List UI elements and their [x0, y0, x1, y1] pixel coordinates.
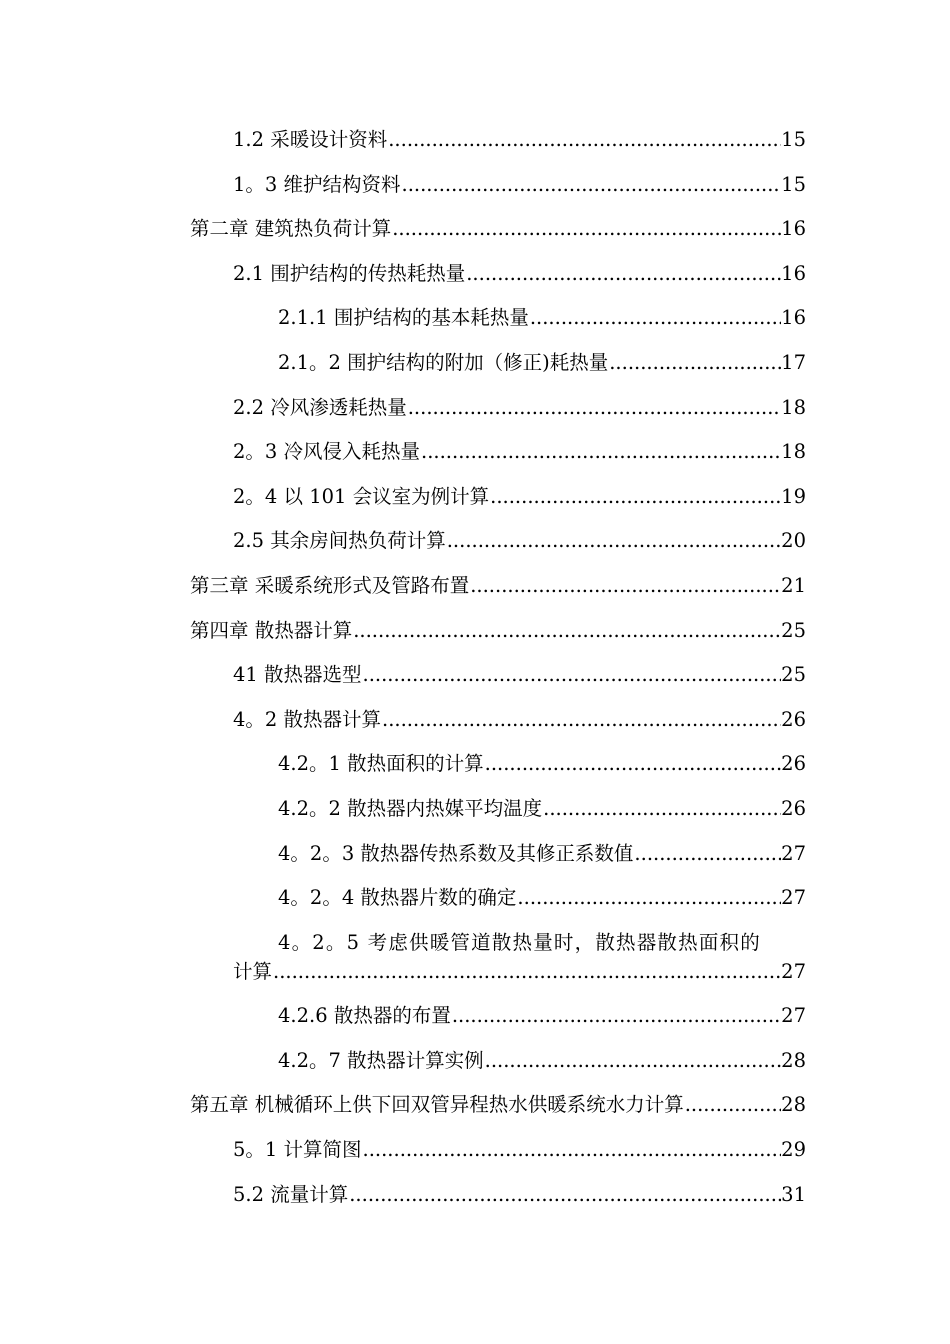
toc-dot-leader — [447, 519, 781, 564]
toc-dot-leader — [485, 742, 782, 787]
toc-page-number: 15 — [781, 128, 806, 151]
toc-dot-leader — [273, 957, 781, 986]
toc-entry-title: 5.2 流量计算 — [233, 1182, 349, 1206]
toc-entry-title: 2.1 围护结构的传热耗热量 — [233, 261, 466, 285]
toc-entry-title: 第三章 采暖系统形式及管路布置 — [190, 573, 470, 597]
toc-page-number: 17 — [781, 350, 806, 374]
toc-entry-title: 5。1 计算简图 — [233, 1138, 362, 1162]
toc-entry-wrapped[interactable] — [190, 921, 806, 995]
toc-entry-title-line1: 4。2。5 考虑供暖管道散热量时，散热器散热面积的 — [278, 930, 761, 954]
toc-page-number: 29 — [781, 1138, 806, 1162]
toc-dot-leader — [470, 564, 781, 609]
toc-dot-leader — [466, 252, 781, 297]
toc-entry-title: 2.2 冷风渗透耗热量 — [233, 395, 407, 419]
toc-entry-title: 4.2.6 散热器的布置 — [278, 1004, 451, 1028]
toc-dot-leader — [609, 341, 781, 386]
toc-page-number: 27 — [781, 886, 806, 910]
toc-entry-title: 4。2。3 散热器传热系数及其修正系数值 — [278, 841, 634, 865]
toc-dot-leader — [349, 1173, 781, 1218]
toc-entry[interactable] — [190, 386, 806, 431]
toc-dot-leader — [392, 207, 781, 252]
toc-page-number: 21 — [781, 573, 806, 597]
toc-dot-leader — [402, 163, 782, 208]
toc-entry-title: 2。3 冷风侵入耗热量 — [233, 440, 421, 464]
toc-entry-title: 2.1。2 围护结构的附加（修正)耗热量 — [278, 350, 609, 374]
toc-entry[interactable] — [190, 341, 806, 386]
toc-page-number: 31 — [781, 1182, 806, 1206]
toc-entry-title: 4。2 散热器计算 — [233, 707, 382, 731]
table-of-contents — [190, 118, 806, 1217]
toc-dot-leader — [685, 1083, 781, 1128]
toc-dot-leader — [382, 698, 781, 743]
toc-entry[interactable] — [190, 653, 806, 698]
toc-entry[interactable] — [190, 475, 806, 520]
toc-dot-leader — [353, 609, 781, 654]
toc-page-number: 20 — [781, 529, 806, 553]
toc-entry-title: 第四章 散热器计算 — [190, 618, 353, 642]
toc-page-number: 15 — [781, 172, 806, 196]
toc-entry-title: 4.2。2 散热器内热媒平均温度 — [278, 796, 543, 820]
toc-entry-title: 1.2 采暖设计资料 — [233, 128, 388, 151]
toc-page-number: 27 — [781, 841, 806, 865]
toc-dot-leader — [408, 386, 781, 431]
toc-page-number: 27 — [781, 959, 806, 983]
toc-entry-title: 2.5 其余房间热负荷计算 — [233, 529, 446, 553]
toc-page-number: 16 — [781, 217, 806, 241]
toc-dot-leader — [490, 475, 781, 520]
toc-entry-title: 2。4 以 101 会议室为例计算 — [233, 484, 490, 508]
toc-entry-title: 第五章 机械循环上供下回双管异程热水供暖系统水力计算 — [190, 1093, 684, 1117]
toc-page-number: 25 — [781, 663, 806, 687]
toc-page-number: 18 — [781, 440, 806, 464]
toc-dot-leader — [363, 653, 782, 698]
toc-entry[interactable] — [190, 519, 806, 564]
toc-entry-title-line2: 计算 — [233, 959, 273, 983]
toc-entry[interactable] — [190, 1128, 806, 1173]
toc-page-number: 27 — [781, 1004, 806, 1028]
toc-page-number: 26 — [781, 796, 806, 820]
toc-dot-leader — [363, 1128, 782, 1173]
toc-entry[interactable] — [190, 430, 806, 475]
toc-entry[interactable] — [190, 1039, 806, 1084]
toc-entry[interactable] — [190, 296, 806, 341]
toc-entry[interactable] — [190, 252, 806, 297]
toc-entry[interactable] — [190, 698, 806, 743]
toc-entry[interactable] — [190, 564, 806, 609]
toc-entry-title: 4.2。1 散热面积的计算 — [278, 752, 484, 776]
toc-dot-leader — [543, 787, 781, 832]
toc-entry-line2 — [190, 957, 806, 986]
toc-dot-leader — [634, 832, 781, 877]
toc-entry[interactable] — [190, 1083, 806, 1128]
toc-page-number: 19 — [781, 484, 806, 508]
toc-entry[interactable] — [190, 832, 806, 877]
toc-page-number: 18 — [781, 395, 806, 419]
toc-page-number: 28 — [781, 1093, 806, 1117]
toc-dot-leader — [388, 118, 781, 163]
toc-entry[interactable] — [190, 609, 806, 654]
toc-dot-leader — [421, 430, 781, 475]
toc-entry-title: 2.1.1 围护结构的基本耗热量 — [278, 306, 529, 330]
toc-entry[interactable] — [190, 1173, 806, 1218]
toc-dot-leader — [517, 876, 781, 921]
toc-entry[interactable] — [190, 163, 806, 208]
toc-page-number: 16 — [781, 261, 806, 285]
toc-entry-title: 4.2。7 散热器计算实例 — [278, 1048, 484, 1072]
toc-page-number: 26 — [781, 707, 806, 731]
toc-entry-title: 1。3 维护结构资料 — [233, 172, 401, 196]
toc-entry[interactable] — [190, 118, 806, 163]
toc-page-number: 28 — [781, 1048, 806, 1072]
toc-entry[interactable] — [190, 742, 806, 787]
toc-entry[interactable] — [190, 207, 806, 252]
toc-entry[interactable] — [190, 994, 806, 1039]
toc-page-number: 26 — [781, 752, 806, 776]
toc-dot-leader — [452, 994, 781, 1039]
toc-page-number: 16 — [781, 306, 806, 330]
toc-entry[interactable] — [190, 876, 806, 921]
toc-entry-title: 41 散热器选型 — [233, 663, 362, 687]
toc-entry-title: 第二章 建筑热负荷计算 — [190, 217, 392, 241]
toc-dot-leader — [485, 1039, 782, 1084]
toc-dot-leader — [530, 296, 781, 341]
toc-page-number: 25 — [781, 618, 806, 642]
toc-entry[interactable] — [190, 787, 806, 832]
toc-entry-title: 4。2。4 散热器片数的确定 — [278, 886, 517, 910]
